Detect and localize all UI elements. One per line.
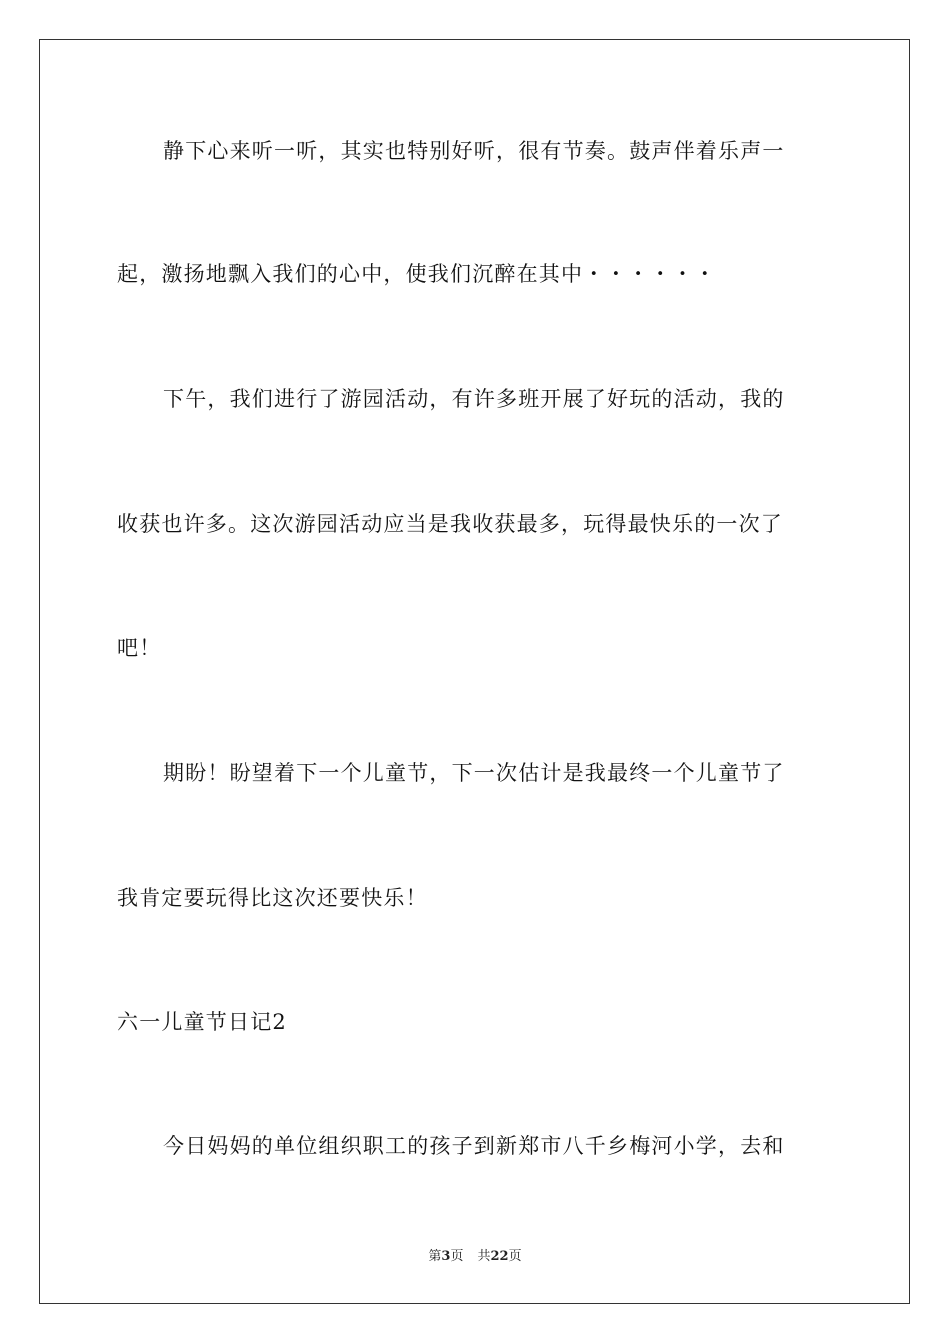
paragraph-line: 静下心来听一听，其实也特别好听，很有节奏。鼓声伴着乐声一 [163,139,785,163]
paragraph-line: 期盼！盼望着下一个儿童节，下一次估计是我最终一个儿童节了 [163,761,785,785]
paragraph-line: 我肯定要玩得比这次还要快乐！ [117,886,428,910]
paragraph-line: 下午，我们进行了游园活动，有许多班开展了好玩的活动，我的 [163,387,785,411]
total-pages: 22 [490,1249,509,1264]
section-heading: 六一儿童节日记2 [117,1010,287,1034]
paragraph-line: 起，激扬地飘入我们的心中，使我们沉醉在其中・・・・・・ [117,262,717,286]
total-prefix: 共 [477,1249,491,1264]
page-border [39,39,910,1304]
page-suffix: 页 [450,1249,464,1264]
page-number: 3 [441,1249,451,1264]
total-suffix: 页 [508,1249,522,1264]
page-footer [0,1248,950,1266]
paragraph-line: 收获也许多。这次游园活动应当是我收获最多，玩得最快乐的一次了 [117,512,783,536]
paragraph-line: 吧！ [117,636,162,660]
page-prefix: 第 [428,1249,442,1264]
paragraph-line: 今日妈妈的单位组织职工的孩子到新郑市八千乡梅河小学，去和 [163,1134,785,1158]
